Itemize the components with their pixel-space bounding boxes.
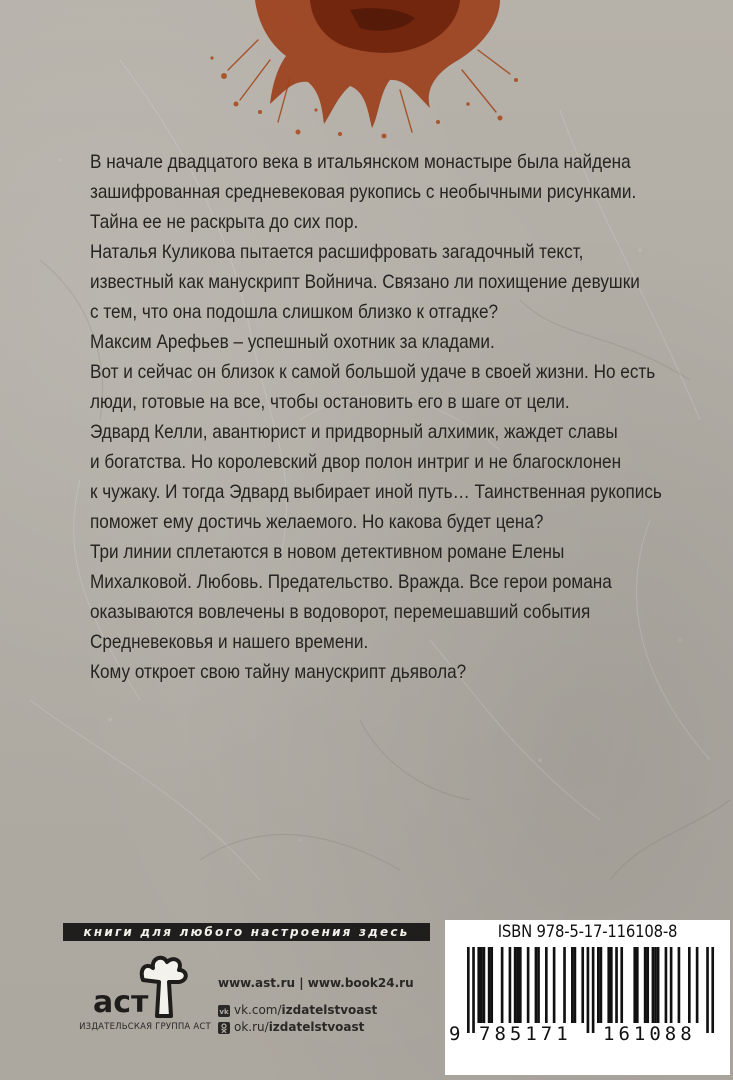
barcode-bar [597, 947, 600, 1023]
barcode-bar [574, 947, 577, 1023]
barcode-bar [657, 947, 660, 1023]
publisher-name: ИЗДАТЕЛЬСКАЯ ГРУППА АСТ [79, 1022, 211, 1032]
description-line: поможет ему достичь желаемого. Но какова будет цена? [90, 511, 544, 533]
barcode-bar [467, 947, 470, 1033]
ok-link[interactable] [218, 1019, 414, 1036]
barcode-bar [670, 947, 673, 1023]
barcode-bar [711, 947, 714, 1033]
description-line: Тайна ее не раскрыта до сих пор. [90, 211, 359, 233]
vk-link-prefix: vk.com/ [234, 1003, 282, 1017]
barcode-bar [581, 947, 584, 1023]
barcode-bar [600, 947, 603, 1023]
book-description [90, 147, 662, 687]
description-line: с тем, что она подошла слишком близко к отгадке? [90, 301, 499, 323]
barcode-bar [607, 947, 610, 1023]
description-line: люди, готовые на все, чтобы остановить его в шаге от цели. [90, 391, 570, 413]
description-line: Эдвард Келли, авантюрист и придворный алхимик, жаждет славы [90, 421, 618, 443]
barcode-bar [488, 947, 491, 1023]
ean-right-group: 161088 [603, 1023, 696, 1045]
description-line: и богатства. Но королевский двор полон интриг и не благосклонен [90, 451, 622, 473]
ean-left-group: 785171 [479, 1023, 572, 1045]
barcode-bar [610, 947, 613, 1023]
barcode-bar [480, 947, 483, 1023]
vk-link-handle: izdatelstvoast [281, 1003, 378, 1017]
description-line: оказываются вовлечены в водоворот, перемешавший события [90, 601, 591, 623]
barcode-bar [644, 947, 647, 1023]
barcode-bar [688, 947, 691, 1023]
vk-icon [218, 1005, 230, 1017]
barcode-bar [483, 947, 486, 1023]
ean-first-digit: 9 [449, 1023, 461, 1045]
barcode-bar [696, 947, 699, 1023]
vk-link[interactable] [218, 1002, 414, 1019]
barcode-bar [516, 947, 519, 1023]
barcode-bar [563, 947, 566, 1023]
barcode-bar [620, 947, 623, 1023]
description-line: Максим Арефьев – успешный охотник за кладами. [90, 331, 495, 353]
barcode-bar [633, 947, 636, 1023]
blood-splatter-image [200, 0, 530, 140]
odnoklassniki-icon [218, 1022, 230, 1034]
isbn-number: ISBN 978-5-17-116108-8 [497, 922, 678, 941]
barcode-bar [636, 947, 639, 1023]
barcode-bar [706, 947, 709, 1033]
isbn-barcode [445, 920, 730, 1075]
ean-digits [445, 1023, 730, 1049]
tagline-banner: книги для любого настроения здесь [63, 923, 430, 941]
barcode-bar [646, 947, 649, 1023]
barcode-bars [445, 945, 730, 1072]
description-line: известный как манускрипт Войнича. Связано ли похищение девушки [90, 271, 640, 293]
description-line: Три линии сплетаются в новом детективном романе Елены [90, 541, 565, 563]
ok-link-prefix: ok.ru/ [234, 1020, 269, 1034]
ok-link-handle: izdatelstvoast [268, 1020, 365, 1034]
barcode-bar [665, 947, 668, 1023]
svg-text:vk: vk [219, 1007, 229, 1016]
barcode-bar [527, 947, 530, 1023]
barcode-bar [535, 947, 538, 1023]
barcode-bar [472, 947, 475, 1033]
logo-text: аст [93, 985, 149, 1020]
description-line: Наталья Куликова пытается расшифровать загадочный текст, [90, 241, 584, 263]
barcode-bar [571, 947, 574, 1023]
barcode-bar [615, 947, 618, 1023]
barcode-bar [545, 947, 548, 1023]
barcode-bar [519, 947, 522, 1023]
barcode-bar [652, 947, 655, 1023]
description-line: зашифрованная средневековая рукопись с необычными рисунками. [90, 181, 637, 203]
barcode-bar [514, 947, 517, 1023]
description-line: В начале двадцатого века в итальянском монастыре была найдена [90, 151, 631, 173]
description-line: к чужаку. И тогда Эдвард выбирает иной путь… Таинственная рукопись [90, 481, 662, 503]
barcode-bar [587, 947, 590, 1033]
publisher-links [218, 975, 414, 1036]
barcode-bar [501, 947, 504, 1023]
barcode-bar [537, 947, 540, 1023]
barcode-bar [553, 947, 556, 1023]
barcode-bar [678, 947, 681, 1023]
barcode-bar [592, 947, 595, 1033]
barcode-bar [509, 947, 512, 1023]
ast-logo [83, 950, 198, 1030]
description-line: Средневековья и нашего времени. [90, 631, 369, 653]
description-line: Михалковой. Любовь. Предательство. Вражда. Все герои романа [90, 571, 612, 593]
barcode-bar [654, 947, 657, 1023]
description-line: Вот и сейчас он близок к самой большой удаче в своей жизни. Но есть [90, 361, 656, 383]
description-line: Кому откроет свою тайну манускрипт дьявола? [90, 661, 467, 683]
barcode-bar [477, 947, 480, 1023]
barcode-bar [490, 947, 493, 1023]
website-links[interactable]: www.ast.ru | www.book24.ru [218, 976, 414, 990]
